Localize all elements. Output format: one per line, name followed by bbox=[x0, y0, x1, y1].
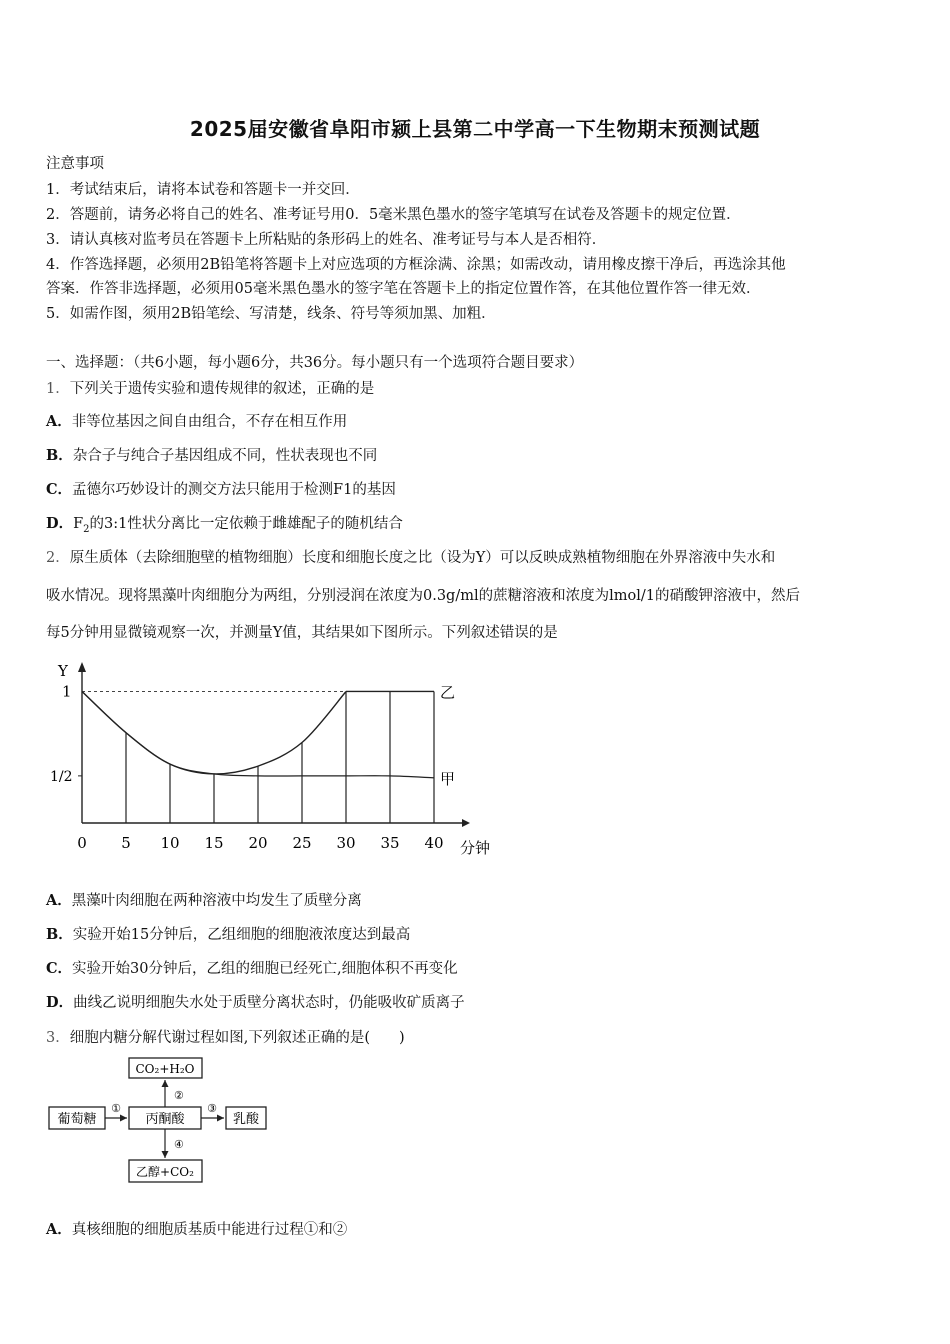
question-stem: 细胞内糖分解代谢过程如图,下列叙述正确的是( ) bbox=[69, 1030, 405, 1046]
question-2-line-3: 每5分钟用显微镜观察一次，并测量Y值，其结果如下图所示。下列叙述错误的是 bbox=[46, 625, 558, 641]
step-2-label: ② bbox=[174, 1089, 184, 1102]
page-title: 2025届安徽省阜阳市颍上县第二中学高一下生物期末预测试题 bbox=[189, 117, 761, 141]
series-jia-line bbox=[82, 691, 434, 777]
y-tick-label: 1/2 bbox=[50, 768, 73, 785]
option-key: A． bbox=[46, 413, 72, 430]
x-tick-label: 25 bbox=[292, 834, 312, 852]
notice-item: 5．如需作图，须用2B铅笔绘、写清楚，线条、符号等须加黑、加粗． bbox=[46, 306, 496, 322]
option-text-pre: F bbox=[73, 516, 84, 532]
option-a bbox=[46, 1218, 347, 1239]
option-text-sub: 2 bbox=[83, 523, 90, 535]
question-number: 3． bbox=[46, 1030, 70, 1046]
question-3 bbox=[46, 1026, 405, 1047]
series-label-yi: 乙 bbox=[440, 683, 456, 702]
notice-item: 4．作答选择题，必须用2B铅笔将答题卡上对应选项的方框涂满、涂黑；如需改动，请用橡皮擦干净后，再选涂其他 bbox=[46, 257, 786, 273]
option-key: A． bbox=[46, 1221, 72, 1238]
option-text: 真核细胞的细胞质基质中能进行过程①和② bbox=[71, 1222, 348, 1238]
question-2-line-2: 吸水情况。现将黑藻叶肉细胞分为两组，分别浸润在浓度为0.3g/ml的蔗糖溶液和浓度为lmol/1的硝酸钾溶液中，然后 bbox=[46, 588, 800, 604]
x-tick-label: 40 bbox=[424, 834, 444, 852]
option-text: 曲线乙说明细胞失水处于质壁分离状态时，仍能吸收矿质离子 bbox=[73, 995, 465, 1011]
option-text: 实验开始30分钟后，乙组的细胞已经死亡,细胞体积不再变化 bbox=[72, 961, 458, 977]
glucose-metabolism-diagram bbox=[46, 1054, 276, 1186]
x-tick-label: 10 bbox=[160, 834, 180, 852]
option-key: D． bbox=[46, 994, 74, 1011]
notice-item: 3．请认真核对监考员在答题卡上所粘贴的条形码上的姓名、准考证号与本人是否相符． bbox=[46, 232, 607, 248]
option-d bbox=[46, 991, 465, 1012]
x-axis-arrow bbox=[462, 819, 470, 827]
option-text: 孟德尔巧妙设计的测交方法只能用于检测F1的基因 bbox=[72, 482, 396, 498]
option-key: A． bbox=[46, 892, 72, 909]
series-label-jia: 甲 bbox=[440, 769, 456, 788]
x-tick-label: 15 bbox=[204, 834, 224, 852]
section-heading: 一、选择题：（共6小题，每小题6分，共36分。每小题只有一个选项符合题目要求） bbox=[46, 355, 584, 371]
x-tick-label: 20 bbox=[248, 834, 268, 852]
notice-item: 1．考试结束后，请将本试卷和答题卡一并交回． bbox=[46, 182, 360, 198]
option-key: C． bbox=[46, 481, 73, 498]
option-b bbox=[46, 923, 410, 944]
option-key: C． bbox=[46, 960, 73, 977]
option-a bbox=[46, 889, 362, 910]
step-1-label: ① bbox=[111, 1102, 121, 1115]
notice-heading: 注意事项 bbox=[46, 156, 104, 172]
option-key: D． bbox=[46, 515, 74, 532]
option-key: B． bbox=[46, 926, 73, 943]
series-yi-line bbox=[82, 691, 346, 773]
question-2-line-1 bbox=[46, 546, 775, 567]
y-ratio-chart bbox=[40, 652, 510, 872]
option-text: 非等位基因之间自由组合，不存在相互作用 bbox=[71, 414, 348, 430]
option-text: 黑藻叶肉细胞在两种溶液中均发生了质壁分离 bbox=[71, 893, 362, 909]
step-4-label: ④ bbox=[174, 1138, 184, 1151]
option-text: 杂合子与纯合子基因组成不同，性状表现也不同 bbox=[72, 448, 378, 464]
option-c bbox=[46, 957, 458, 978]
lactic-label: 乳酸 bbox=[232, 1112, 260, 1127]
option-d bbox=[46, 512, 403, 535]
glucose-label: 葡萄糖 bbox=[57, 1112, 97, 1127]
x-tick-label: 0 bbox=[77, 834, 87, 852]
question-number: 1． bbox=[46, 381, 70, 397]
y-axis-arrow bbox=[78, 662, 86, 672]
option-c bbox=[46, 478, 396, 499]
notice-item: 答案．作答非选择题，必须用05毫米黑色墨水的签字笔在答题卡上的指定位置作答，在其他位置作答一律无效． bbox=[46, 281, 761, 297]
question-stem: 原生质体（去除细胞壁的植物细胞）长度和细胞长度之比（设为Y）可以反映成熟植物细胞在外界溶液中失水和 bbox=[69, 550, 776, 566]
option-key: B． bbox=[46, 447, 73, 464]
x-tick-label: 5 bbox=[121, 834, 131, 852]
x-tick-label: 35 bbox=[380, 834, 400, 852]
x-tick-label: 30 bbox=[336, 834, 356, 852]
co2-h2o-label: CO₂+H₂O bbox=[135, 1062, 195, 1076]
notice-item: 2．答题前，请务必将自己的姓名、准考证号用0．5毫米黑色墨水的签字笔填写在试卷及答题卡的规定位置． bbox=[46, 207, 741, 223]
question-number: 2． bbox=[46, 550, 70, 566]
step-3-label: ③ bbox=[207, 1102, 217, 1115]
option-text-post: 的3:1性状分离比一定依赖于雌雄配子的随机结合 bbox=[89, 516, 403, 532]
x-axis-label: 分钟 bbox=[460, 839, 491, 857]
option-text: 实验开始15分钟后，乙组细胞的细胞液浓度达到最高 bbox=[72, 927, 411, 943]
pyruvate-label: 丙酮酸 bbox=[145, 1112, 185, 1127]
ethanol-label: 乙醇+CO₂ bbox=[136, 1165, 194, 1179]
y-tick-label: 1 bbox=[62, 682, 72, 701]
option-b bbox=[46, 444, 377, 465]
y-axis-label: Y bbox=[58, 662, 68, 680]
question-1 bbox=[46, 377, 374, 398]
option-a bbox=[46, 410, 347, 431]
question-stem: 下列关于遗传实验和遗传规律的叙述，正确的是 bbox=[69, 381, 375, 397]
